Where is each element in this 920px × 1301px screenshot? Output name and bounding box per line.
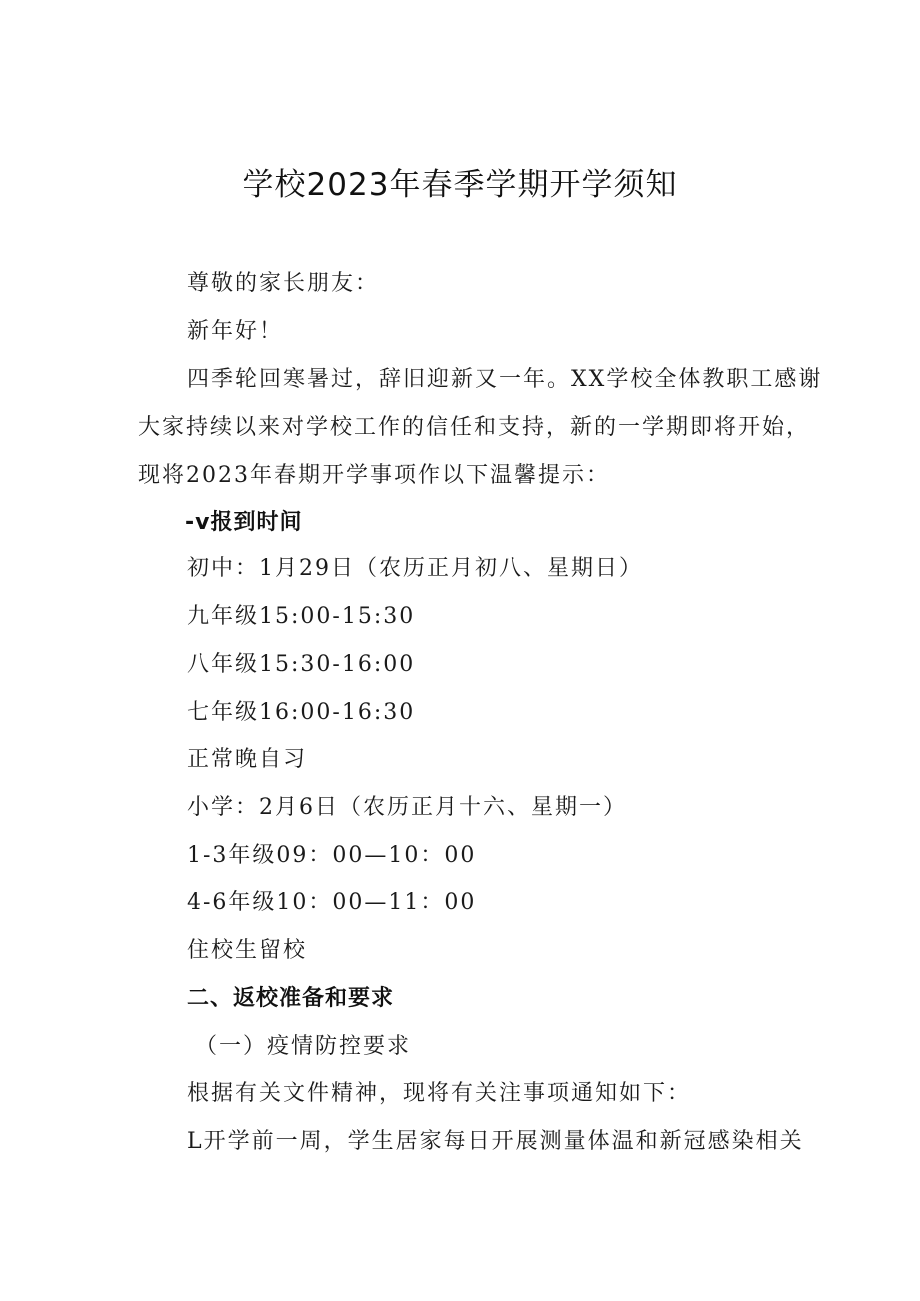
intro-line-3: 现将2023年春期开学事项作以下温馨提示： (138, 463, 610, 488)
section-heading-return-preparation: 二、返校准备和要求 (187, 986, 395, 1011)
intro-line-2: 大家持续以来对学校工作的信任和支持，新的一学期即将开始， (138, 415, 811, 440)
report-time-line: 九年级15:00-15:30 (187, 604, 416, 629)
body-line: L开学前一周，学生居家每日开展测量体温和新冠感染相关 (187, 1129, 804, 1154)
report-time-line: 4-6年级10：00—11：00 (187, 890, 477, 915)
report-time-line: 住校生留校 (187, 938, 308, 963)
subheading-epidemic-prevention: （一）疫情防控要求 (195, 1034, 412, 1059)
greeting: 尊敬的家长朋友： (187, 271, 380, 296)
intro-line-1: 四季轮回寒暑过，辞旧迎新又一年。XX学校全体教职工感谢 (187, 367, 823, 392)
report-time-line: 正常晚自习 (187, 747, 308, 772)
report-time-line: 七年级16:00-16:30 (187, 700, 416, 725)
new-year-greeting: 新年好！ (187, 319, 284, 344)
report-time-line: 初中：1月29日（农历正月初八、星期日） (187, 556, 643, 581)
report-time-line: 1-3年级09：00—10：00 (187, 843, 477, 868)
report-time-line: 八年级15:30-16:00 (187, 652, 416, 677)
report-time-line: 小学：2月6日（农历正月十六、星期一） (187, 795, 627, 820)
document-title: 学校2023年春季学期开学须知 (242, 167, 678, 203)
body-line: 根据有关文件精神，现将有关注事项通知如下： (187, 1081, 692, 1106)
section-heading-report-time: -v报到时间 (185, 510, 303, 535)
